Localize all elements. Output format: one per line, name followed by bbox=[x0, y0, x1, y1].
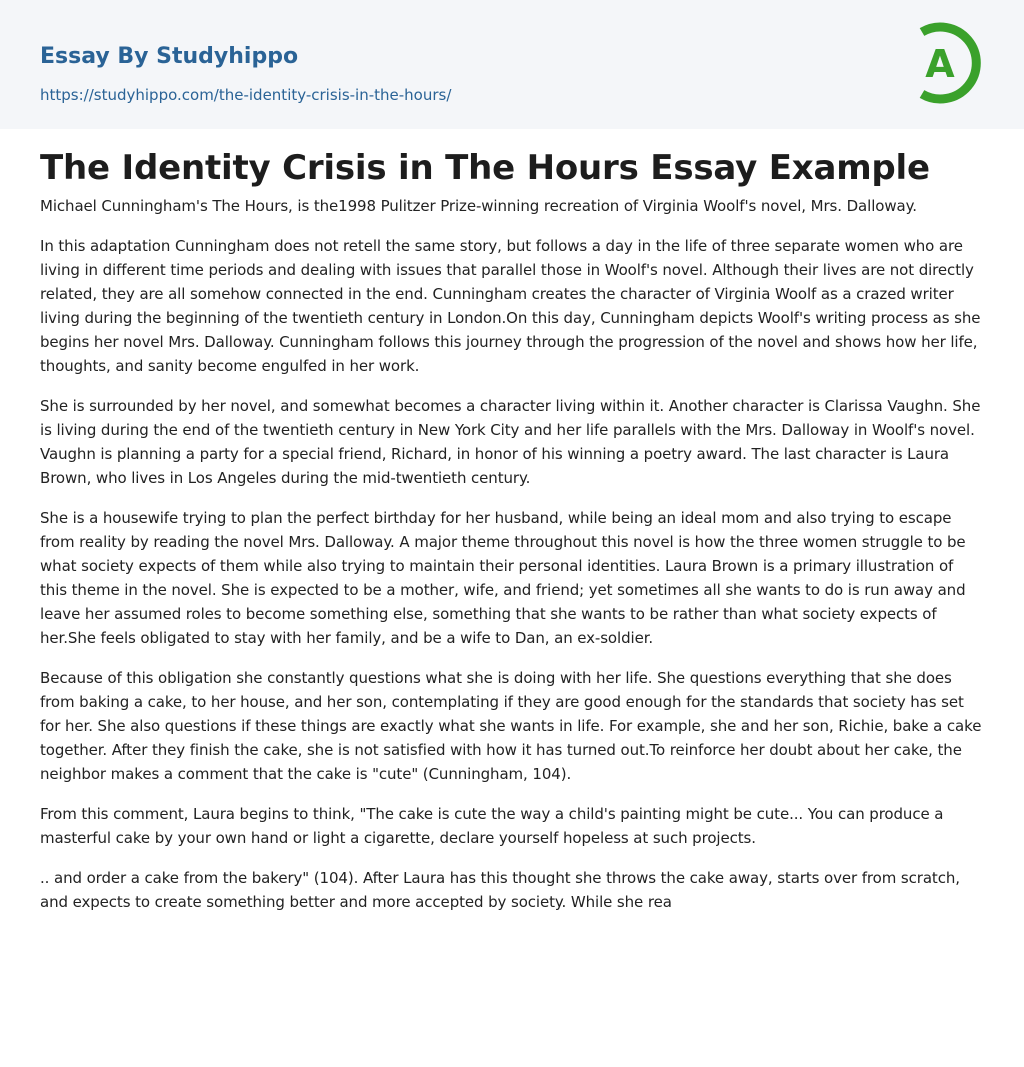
essay-paragraph: From this comment, Laura begins to think, "The cake is cute the way a child's painting might be cute... You can produce a masterful cake by your own hand or light a cigarette, declare yourself hopeless at such projects. bbox=[40, 805, 944, 847]
essay-paragraph: .. and order a cake from the bakery" (104). After Laura has this thought she throws the cake away, starts over from scratch, and expects to create something better and more accepted by society. While she rea bbox=[40, 869, 960, 911]
essay-paragraph: In this adaptation Cunningham does not retell the same story, but follows a day in the life of three separate women who are living in different time periods and dealing with issues that parallel those in Woolf's novel. Although their lives are not directly related, they are all somehow connected in the end. Cunningham creates the character of Virginia Woolf as a crazed writer living during the beginning of the twentieth century in London.On this day, Cunningham depicts Woolf's writing process as she begins her novel Mrs. Dalloway. Cunningham follows this journey through the progression of the novel and shows how her life, thoughts, and sanity become engulfed in her work. bbox=[40, 237, 981, 375]
site-header bbox=[0, 0, 1024, 129]
essay-paragraph: Because of this obligation she constantly questions what she is doing with her life. She questions everything that she does from baking a cake, to her house, and her son, contemplating if they are good enough for the standards that society has set for her. She also questions if these things are exactly what she wants in life. For example, she and her son, Richie, bake a cake together. After they finish the cake, she is not satisfied with how it has turned out.To reinforce her doubt about her cake, the neighbor makes a comment that the cake is "cute" (Cunningham, 104). bbox=[40, 669, 982, 783]
logo-letter: A bbox=[925, 42, 955, 86]
page-title: The Identity Crisis in The Hours Essay Example bbox=[40, 148, 930, 188]
site-brand-title[interactable]: Essay By Studyhippo bbox=[40, 44, 299, 69]
essay-paragraph: She is surrounded by her novel, and somewhat becomes a character living within it. Another character is Clarissa Vaughn. She is living during the end of the twentieth century in New York City and her life parallels with the Mrs. Dalloway in Woolf's novel. Vaughn is planning a party for a special friend, Richard, in honor of his winning a poetry award. The last character is Laura Brown, who lives in Los Angeles during the mid-twentieth century. bbox=[40, 397, 981, 487]
essay-paragraph: Michael Cunningham's The Hours, is the1998 Pulitzer Prize-winning recreation of Virginia Woolf's novel, Mrs. Dalloway. bbox=[40, 197, 917, 215]
circle-a-logo-icon[interactable] bbox=[912, 20, 986, 106]
page-url-link[interactable]: https://studyhippo.com/the-identity-crisis-in-the-hours/ bbox=[40, 86, 452, 104]
essay-paragraph: She is a housewife trying to plan the perfect birthday for her husband, while being an ideal mom and also trying to escape from reality by reading the novel Mrs. Dalloway. A major theme throughout this novel is how the three women struggle to be what society expects of them while also trying to maintain their personal identities. Laura Brown is a primary illustration of this theme in the novel. She is expected to be a mother, wife, and friend; yet sometimes all she wants to do is run away and leave her assumed roles to become something else, something that she wants to be rather than what society expects of her.She feels obligated to stay with her family, and be a wife to Dan, an ex-soldier. bbox=[40, 509, 966, 647]
essay-body bbox=[40, 194, 984, 930]
